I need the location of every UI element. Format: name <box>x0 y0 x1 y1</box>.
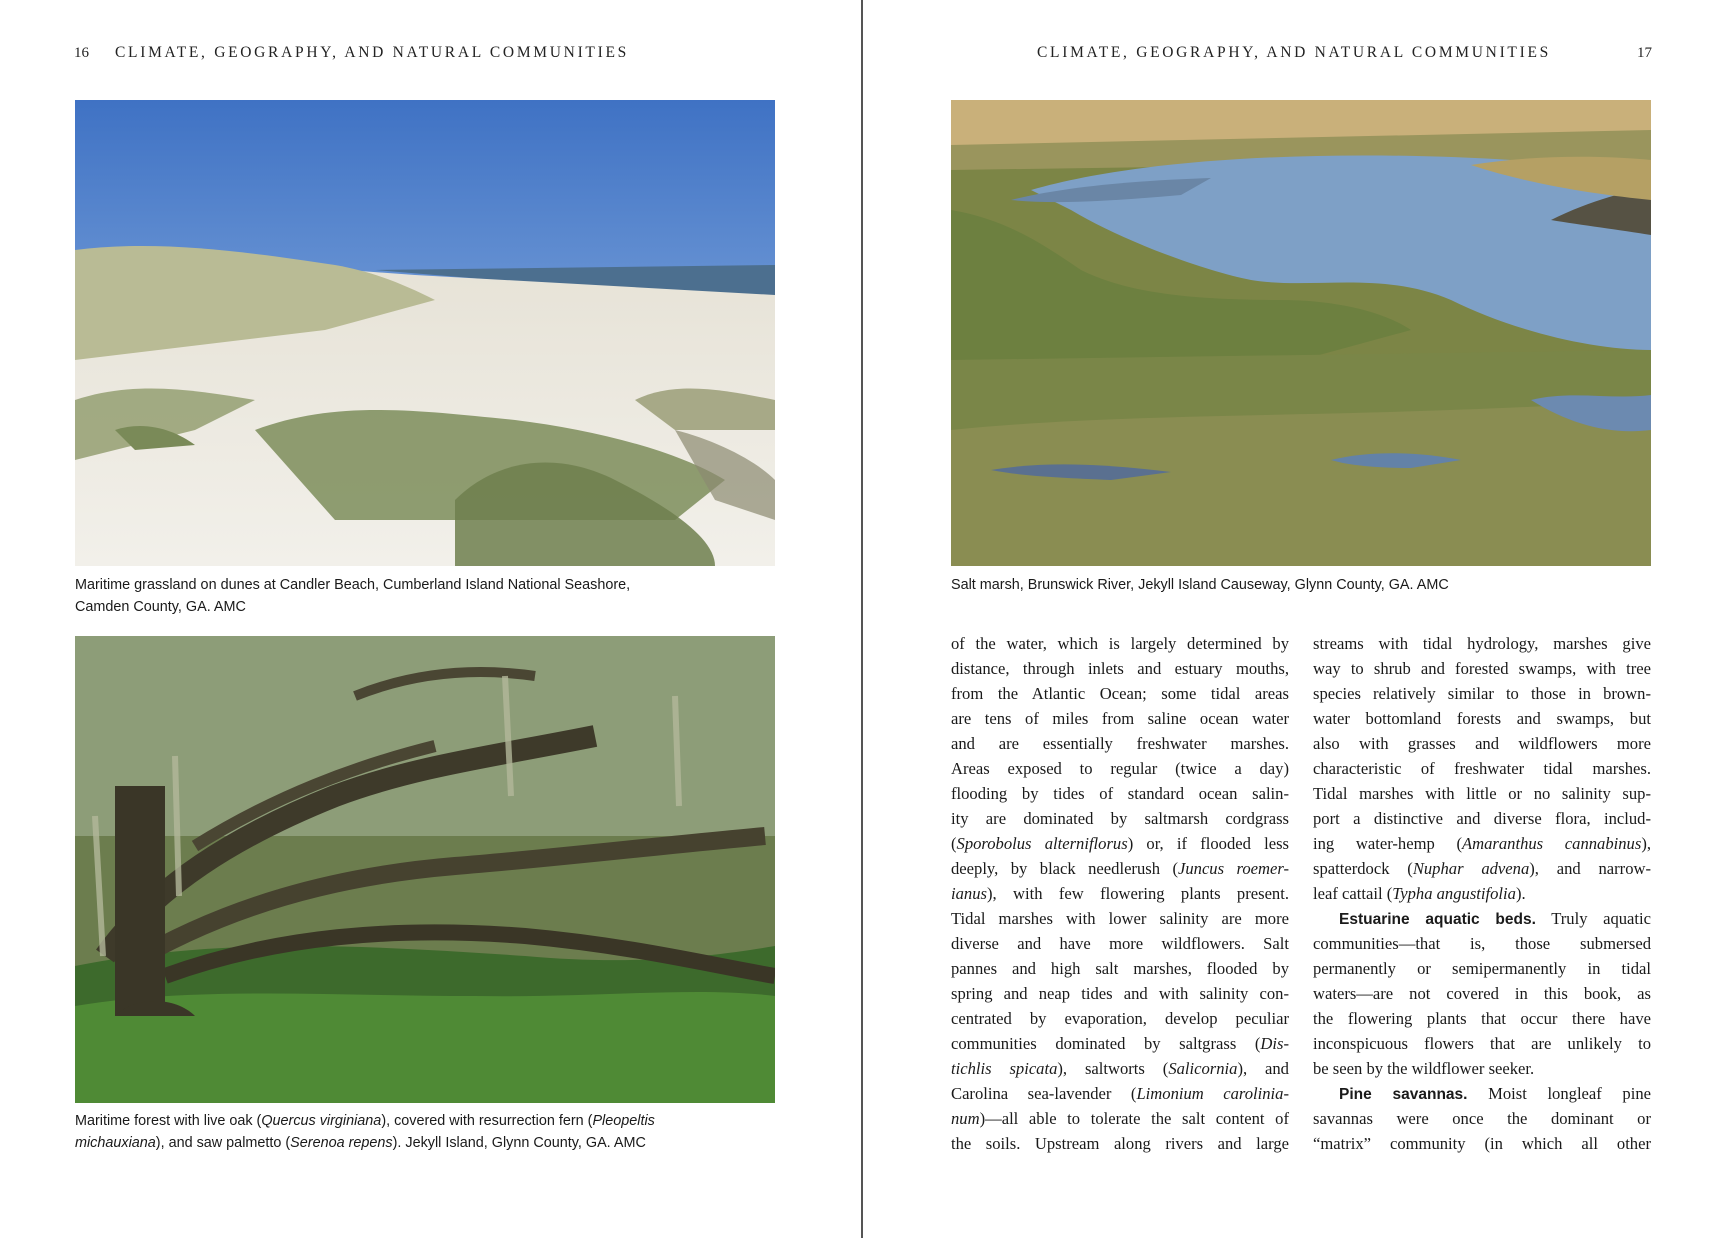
text-line: from the Atlantic Ocean; some tidal areas <box>951 684 1289 703</box>
text-line: are tens of miles from saline ocean water <box>951 709 1289 728</box>
text-line: permanently or semipermanently in tidal <box>1313 959 1651 978</box>
text-line: characteristic of freshwater tidal marshes. <box>1313 759 1651 778</box>
caption-line: Camden County, GA. AMC <box>75 599 246 615</box>
caption-line: Maritime grassland on dunes at Candler Beach, Cumberland Island National Seashore, <box>75 577 631 593</box>
text-line: num)—all able to tolerate the salt content of <box>951 1109 1289 1128</box>
text-line: Carolina sea-lavender (Limonium carolinia- <box>951 1084 1289 1103</box>
text-line: streams with tidal hydrology, marshes give <box>1313 634 1651 653</box>
text-line: savannas were once the dominant or <box>1313 1109 1651 1128</box>
text-line: pannes and high salt marshes, flooded by <box>951 959 1289 978</box>
body-text-column-2 <box>1313 631 1651 1156</box>
photo-salt-marsh <box>951 100 1651 566</box>
text-line: be seen by the wildflower seeker. <box>1313 1059 1535 1078</box>
text-line: Areas exposed to regular (twice a day) <box>951 759 1289 778</box>
text-line: leaf cattail (Typha angustifolia). <box>1313 884 1526 903</box>
text-line: water bottomland forests and swamps, but <box>1313 709 1651 728</box>
page-number: 17 <box>1637 45 1652 61</box>
running-head: CLIMATE, GEOGRAPHY, AND NATURAL COMMUNITIES <box>115 44 629 61</box>
body-text-column-1 <box>951 631 1289 1156</box>
text-line: spring and neap tides and with salinity con- <box>951 984 1289 1003</box>
photo-caption <box>75 574 775 618</box>
text-line: waters—are not covered in this book, as <box>1313 984 1651 1003</box>
text-line: way to shrub and forested swamps, with tree <box>1313 659 1651 678</box>
text-line: “matrix” community (in which all other <box>1313 1134 1651 1153</box>
text-line: inconspicuous flowers that are unlikely to <box>1313 1034 1651 1053</box>
text-line: spatterdock (Nuphar advena), and narrow- <box>1313 859 1651 878</box>
text-line: also with grasses and wildflowers more <box>1313 734 1651 753</box>
text-line: distance, through inlets and estuary mouths, <box>951 659 1289 678</box>
page-number: 16 <box>74 45 89 61</box>
photo-caption: Salt marsh, Brunswick River, Jekyll Island Causeway, Glynn County, GA. AMC <box>951 577 1449 593</box>
text-line: communities dominated by saltgrass (Dis- <box>951 1034 1289 1053</box>
right-page <box>863 0 1725 1238</box>
text-line: of the water, which is largely determined by <box>951 634 1289 653</box>
text-line: tichlis spicata), saltworts (Salicornia), and <box>951 1059 1289 1078</box>
text-line: centrated by evaporation, develop peculiar <box>951 1009 1289 1028</box>
text-line: the soils. Upstream along rivers and large <box>951 1134 1289 1153</box>
text-line: ing water-hemp (Amaranthus cannabinus), <box>1313 834 1652 853</box>
caption-line: michauxiana), and saw palmetto (Serenoa repens). Jekyll Island, Glynn County, GA. AMC <box>75 1135 646 1151</box>
text-line: and are essentially freshwater marshes. <box>951 734 1289 753</box>
text-line: communities—that is, those submersed <box>1313 934 1651 953</box>
text-line: species relatively similar to those in brown- <box>1313 684 1651 703</box>
text-line: ity are dominated by saltmarsh cordgrass <box>951 809 1289 828</box>
caption-line: Maritime forest with live oak (Quercus virginiana), covered with resurrection fern (Pleopeltis <box>75 1113 655 1129</box>
run-in-heading: Estuarine aquatic beds. <box>1339 911 1536 928</box>
text-line: Tidal marshes with little or no salinity sup- <box>1313 784 1651 803</box>
text-line: flooding by tides of standard ocean salin- <box>951 784 1289 803</box>
photo-maritime-forest <box>75 636 775 1103</box>
left-page <box>0 0 861 1238</box>
photo-dunes-grassland <box>75 100 775 566</box>
run-in-heading: Pine savannas. <box>1339 1086 1468 1103</box>
section-heading-line: Pine savannas. Moist longleaf pine <box>1339 1084 1651 1103</box>
photo-caption <box>75 1110 775 1154</box>
text-line: Tidal marshes with lower salinity are more <box>951 909 1289 928</box>
text-line: ianus), with few flowering plants present. <box>951 884 1289 903</box>
text-line: the flowering plants that occur there have <box>1313 1009 1651 1028</box>
text-line: deeply, by black needlerush (Juncus roemer- <box>951 859 1290 878</box>
text-line: (Sporobolus alterniflorus) or, if flooded less <box>951 834 1289 853</box>
section-heading-line: Estuarine aquatic beds. Truly aquatic <box>1339 909 1651 928</box>
text-line: diverse and have more wildflowers. Salt <box>951 934 1289 953</box>
text-line: port a distinctive and diverse flora, includ- <box>1313 809 1651 828</box>
running-head: CLIMATE, GEOGRAPHY, AND NATURAL COMMUNITIES <box>1037 44 1551 61</box>
